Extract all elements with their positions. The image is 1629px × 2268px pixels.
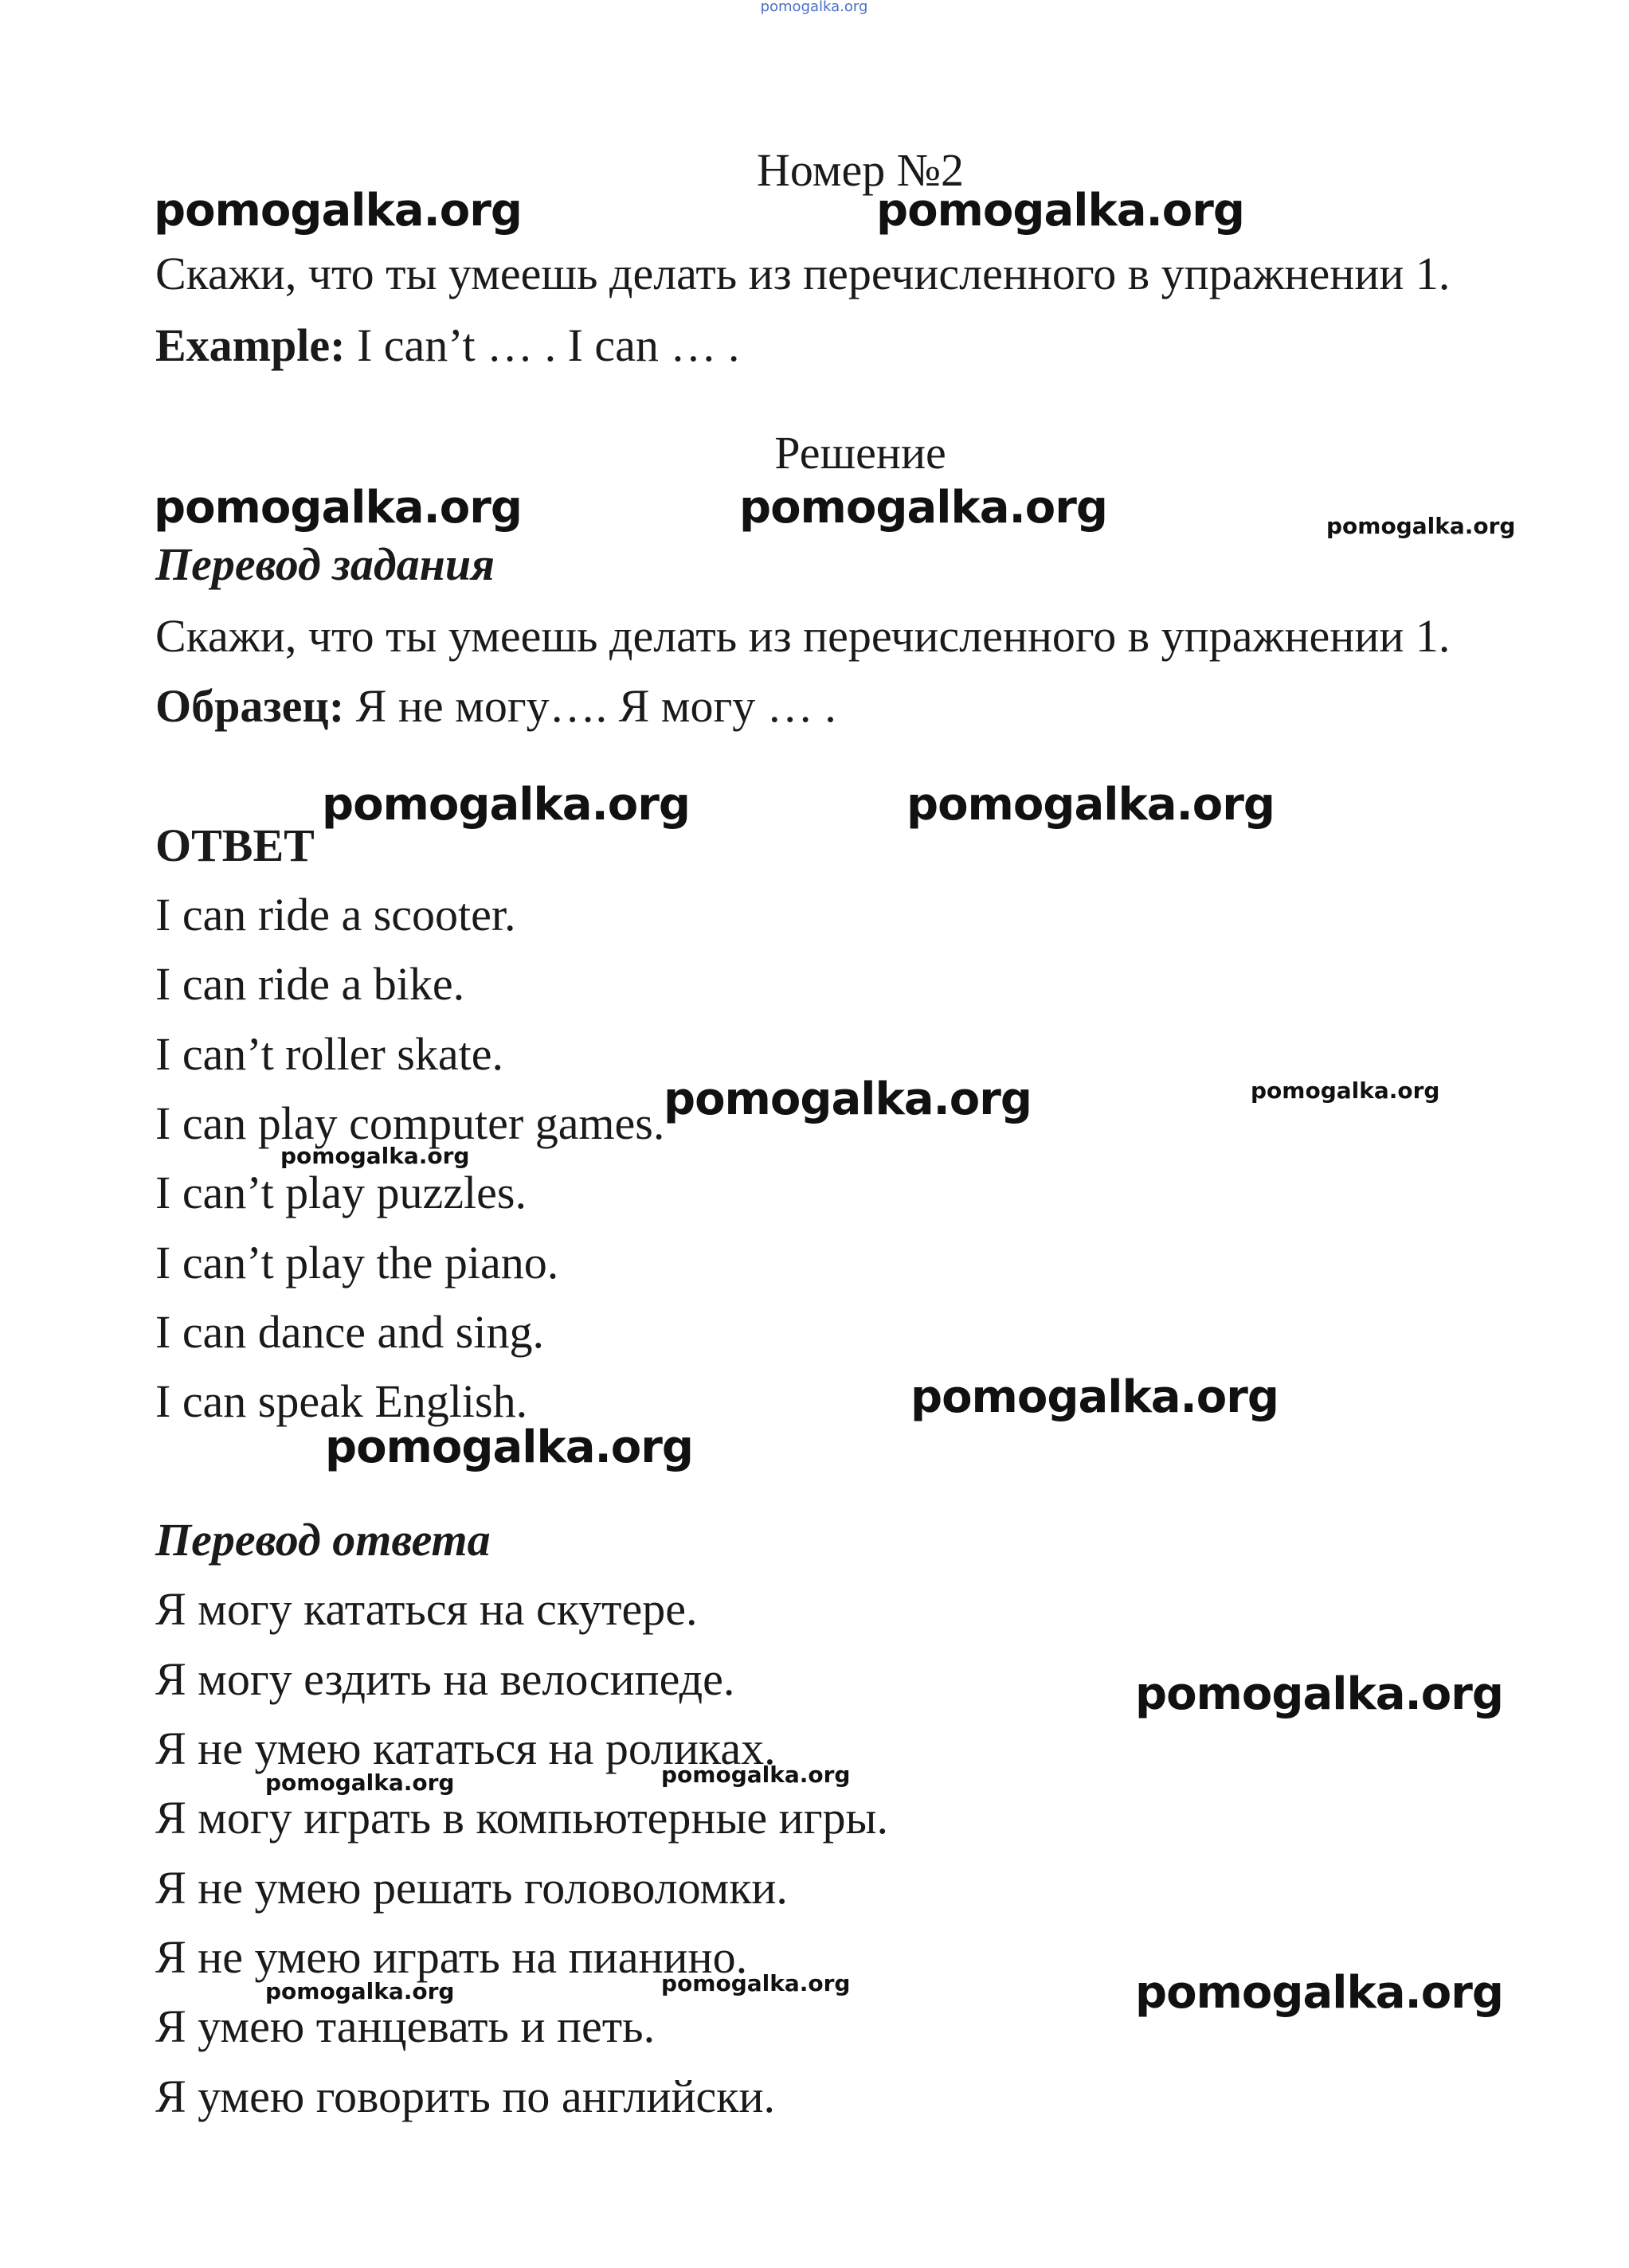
watermark: pomogalka.org	[910, 1371, 1279, 1423]
watermark: pomogalka.org	[739, 482, 1107, 534]
answer-line: I can play computer games.	[155, 1097, 665, 1149]
watermark-small: pomogalka.org	[661, 1970, 851, 1996]
answer-translation-heading: Перевод ответа	[155, 1514, 491, 1566]
watermark: pomogalka.org	[664, 1073, 1032, 1125]
translation-line: Я умею говорить по английски.	[155, 2071, 776, 2122]
translation-line: Я могу кататься на скутере.	[155, 1583, 698, 1635]
translation-heading: Перевод задания	[155, 538, 495, 590]
watermark-small: pomogalka.org	[661, 1762, 851, 1788]
watermark: pomogalka.org	[154, 482, 522, 534]
answer-line: I can’t play the piano.	[155, 1237, 559, 1288]
watermark: pomogalka.org	[154, 185, 522, 237]
page-title: Номер №2	[756, 144, 965, 196]
example-line	[155, 319, 740, 371]
watermark: pomogalka.org	[1135, 1967, 1503, 2019]
watermark-small: pomogalka.org	[1251, 1077, 1440, 1104]
watermark-small: pomogalka.org	[280, 1143, 470, 1169]
watermark: pomogalka.org	[325, 1421, 693, 1473]
translation-line: Я не умею играть на пианино.	[155, 1931, 748, 1983]
translation-line: Я не умею решать головоломки.	[155, 1862, 788, 1914]
task-text: Скажи, что ты умеешь делать из перечисленного в упражнении 1.	[155, 248, 1451, 299]
answer-line: I can’t roller skate.	[155, 1028, 503, 1080]
answer-line: I can’t play puzzles.	[155, 1167, 527, 1218]
watermark: pomogalka.org	[876, 185, 1244, 237]
watermark: pomogalka.org	[907, 779, 1275, 831]
watermark: pomogalka.org	[1135, 1668, 1503, 1720]
watermark-small: pomogalka.org	[1326, 513, 1516, 539]
translation-line: Я умею танцевать и петь.	[155, 2000, 656, 2052]
watermark-small: pomogalka.org	[265, 1978, 455, 2004]
sample-line	[155, 680, 836, 732]
translation-line: Я могу ездить на велосипеде.	[155, 1653, 735, 1705]
answer-line: I can ride a bike.	[155, 958, 465, 1010]
answer-line: I can dance and sing.	[155, 1306, 544, 1358]
sample-text: Я не могу…. Я могу … .	[344, 680, 836, 732]
translation-task: Скажи, что ты умеешь делать из перечисленного в упражнении 1.	[155, 610, 1451, 662]
watermark-top: pomogalka.org	[760, 0, 868, 15]
translation-line: Я могу играть в компьютерные игры.	[155, 1792, 888, 1844]
watermark: pomogalka.org	[322, 779, 690, 831]
sample-label: Образец:	[155, 680, 345, 732]
translation-line: Я не умею кататься на роликах.	[155, 1723, 776, 1774]
answer-heading: ОТВЕТ	[155, 819, 315, 871]
solution-title: Решение	[774, 427, 946, 479]
watermark-small: pomogalka.org	[265, 1769, 455, 1796]
answer-line: I can speak English.	[155, 1375, 528, 1427]
answer-line: I can ride a scooter.	[155, 889, 516, 940]
example-label: Example:	[155, 319, 346, 371]
example-text: I can’t … . I can … .	[345, 319, 740, 371]
